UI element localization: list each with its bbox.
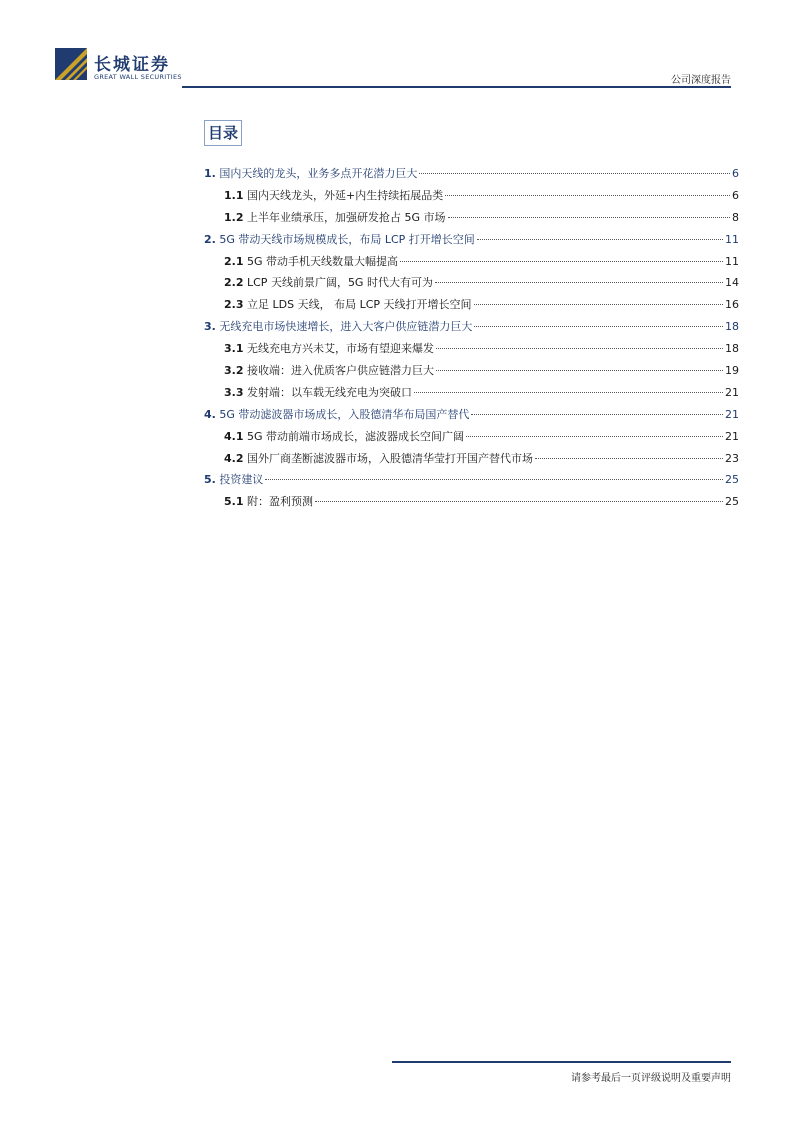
toc-entry-label	[204, 316, 472, 338]
toc-entry-number: 3.1	[224, 342, 244, 356]
toc-entry-number: 2.3	[224, 298, 244, 312]
toc-entry-number: 3.	[204, 320, 216, 334]
header-divider	[182, 86, 731, 88]
toc-entry-number: 1.1	[224, 188, 244, 202]
toc-entry-number: 4.2	[224, 451, 244, 465]
toc-entry-text: 国内天线的龙头，业务多点开花潜力巨大	[219, 167, 418, 180]
toc-entry-page: 21	[725, 407, 739, 421]
toc-entry-text: 接收端：进入优质客户供应链潜力巨大	[247, 364, 434, 378]
toc-entry-text: 无线充电方兴未艾，市场有望迎来爆发	[247, 342, 434, 356]
toc-entry-label	[224, 272, 433, 294]
toc-entry[interactable]	[204, 360, 739, 382]
toc-entry-label	[204, 163, 417, 185]
toc-entry-label	[224, 491, 313, 513]
toc-entry[interactable]	[204, 491, 739, 513]
toc-entry-label	[224, 382, 412, 404]
toc-dot-leader	[466, 435, 723, 437]
toc-entry[interactable]	[204, 316, 739, 338]
toc-entry-page: 25	[725, 473, 739, 487]
toc-entry-label	[204, 404, 469, 426]
table-of-contents	[204, 163, 739, 513]
toc-entry-number: 2.	[204, 232, 216, 246]
toc-dot-leader	[445, 194, 730, 196]
toc-entry-text: 国内天线龙头，外延+内生持续拓展品类	[247, 188, 444, 202]
toc-dot-leader	[477, 238, 723, 240]
toc-dot-leader	[400, 260, 723, 262]
toc-dot-leader	[474, 303, 723, 305]
toc-entry-text: LCP 天线前景广阔，5G 时代大有可为	[247, 276, 433, 290]
toc-entry-page: 16	[725, 298, 739, 312]
toc-entry-number: 1.2	[224, 210, 244, 224]
toc-entry-text: 上半年业绩承压，加强研发抢占 5G 市场	[247, 210, 446, 224]
toc-entry-label	[224, 185, 443, 207]
logo-english-name: GREAT WALL SECURITIES	[94, 73, 182, 81]
toc-dot-leader	[414, 391, 723, 393]
toc-entry[interactable]	[204, 448, 739, 470]
toc-entry[interactable]	[204, 404, 739, 426]
toc-entry-page: 6	[732, 167, 739, 180]
toc-entry-text: 无线充电市场快速增长，进入大客户供应链潜力巨大	[219, 320, 473, 334]
toc-entry[interactable]	[204, 426, 739, 448]
toc-entry[interactable]	[204, 469, 739, 491]
toc-entry-page: 23	[725, 451, 739, 465]
toc-entry-page: 21	[725, 429, 739, 443]
toc-entry[interactable]	[204, 382, 739, 404]
report-type-label: 公司深度报告	[671, 75, 731, 86]
toc-entry-number: 5.1	[224, 495, 244, 509]
toc-dot-leader	[436, 369, 723, 371]
toc-dot-leader	[436, 347, 723, 349]
great-wall-logo-icon	[55, 48, 87, 80]
toc-entry-text: 发射端：以车载无线充电为突破口	[247, 385, 412, 399]
toc-entry-number: 3.2	[224, 364, 244, 378]
toc-entry[interactable]	[204, 207, 739, 229]
toc-entry-label	[204, 469, 263, 491]
toc-dot-leader	[315, 500, 723, 502]
toc-entry[interactable]	[204, 294, 739, 316]
toc-dot-leader	[535, 457, 723, 459]
toc-entry-label	[224, 448, 533, 470]
toc-entry[interactable]	[204, 229, 739, 251]
toc-entry[interactable]	[204, 251, 739, 273]
toc-entry[interactable]	[204, 272, 739, 294]
toc-entry-page: 19	[725, 364, 739, 378]
toc-entry-text: 国外厂商垄断滤波器市场，入股德清华莹打开国产替代市场	[247, 451, 533, 465]
toc-entry-page: 11	[725, 254, 739, 268]
toc-dot-leader	[265, 478, 723, 480]
toc-entry[interactable]	[204, 163, 739, 185]
toc-dot-leader	[471, 413, 723, 415]
toc-dot-leader	[435, 281, 723, 283]
footer-divider	[392, 1061, 731, 1063]
toc-entry-number: 3.3	[224, 385, 244, 399]
toc-entry-text: 5G 带动天线市场规模成长，布局 LCP 打开增长空间	[219, 232, 475, 246]
toc-dot-leader	[419, 172, 730, 174]
toc-entry-number: 5.	[204, 473, 216, 487]
toc-entry-label	[224, 251, 398, 273]
toc-entry-number: 4.1	[224, 429, 244, 443]
toc-entry-label	[224, 360, 434, 382]
toc-dot-leader	[474, 325, 723, 327]
toc-title: 目录	[204, 120, 242, 146]
toc-entry-text: 5G 带动前端市场成长，滤波器成长空间广阔	[247, 429, 465, 443]
logo-chinese-name: 长城证券	[94, 55, 170, 75]
toc-entry-number: 2.1	[224, 254, 244, 268]
toc-entry-number: 4.	[204, 407, 216, 421]
toc-entry-label	[224, 338, 434, 360]
toc-entry[interactable]	[204, 185, 739, 207]
toc-entry-page: 18	[725, 320, 739, 334]
toc-entry-text: 立足 LDS 天线， 布局 LCP 天线打开增长空间	[247, 298, 472, 312]
toc-entry-text: 5G 带动手机天线数量大幅提高	[247, 254, 399, 268]
toc-entry-number: 2.2	[224, 276, 244, 290]
footer-disclaimer: 请参考最后一页评级说明及重要声明	[571, 1073, 731, 1084]
toc-entry-page: 14	[725, 276, 739, 290]
toc-entry-page: 18	[725, 342, 739, 356]
toc-dot-leader	[448, 216, 730, 218]
toc-entry-label	[224, 207, 446, 229]
toc-entry-text: 5G 带动滤波器市场成长，入股德清华布局国产替代	[219, 407, 470, 421]
toc-entry-page: 25	[725, 495, 739, 509]
toc-entry-page: 21	[725, 385, 739, 399]
toc-entry-text: 投资建议	[219, 473, 264, 487]
toc-entry-text: 附：盈利预测	[247, 495, 313, 509]
toc-entry-page: 6	[732, 188, 739, 202]
toc-entry-label	[224, 294, 472, 316]
toc-entry-label	[204, 229, 475, 251]
toc-entry-number: 1.	[204, 167, 216, 180]
toc-entry[interactable]	[204, 338, 739, 360]
toc-entry-page: 11	[725, 232, 739, 246]
toc-entry-page: 8	[732, 210, 739, 224]
toc-entry-label	[224, 426, 464, 448]
